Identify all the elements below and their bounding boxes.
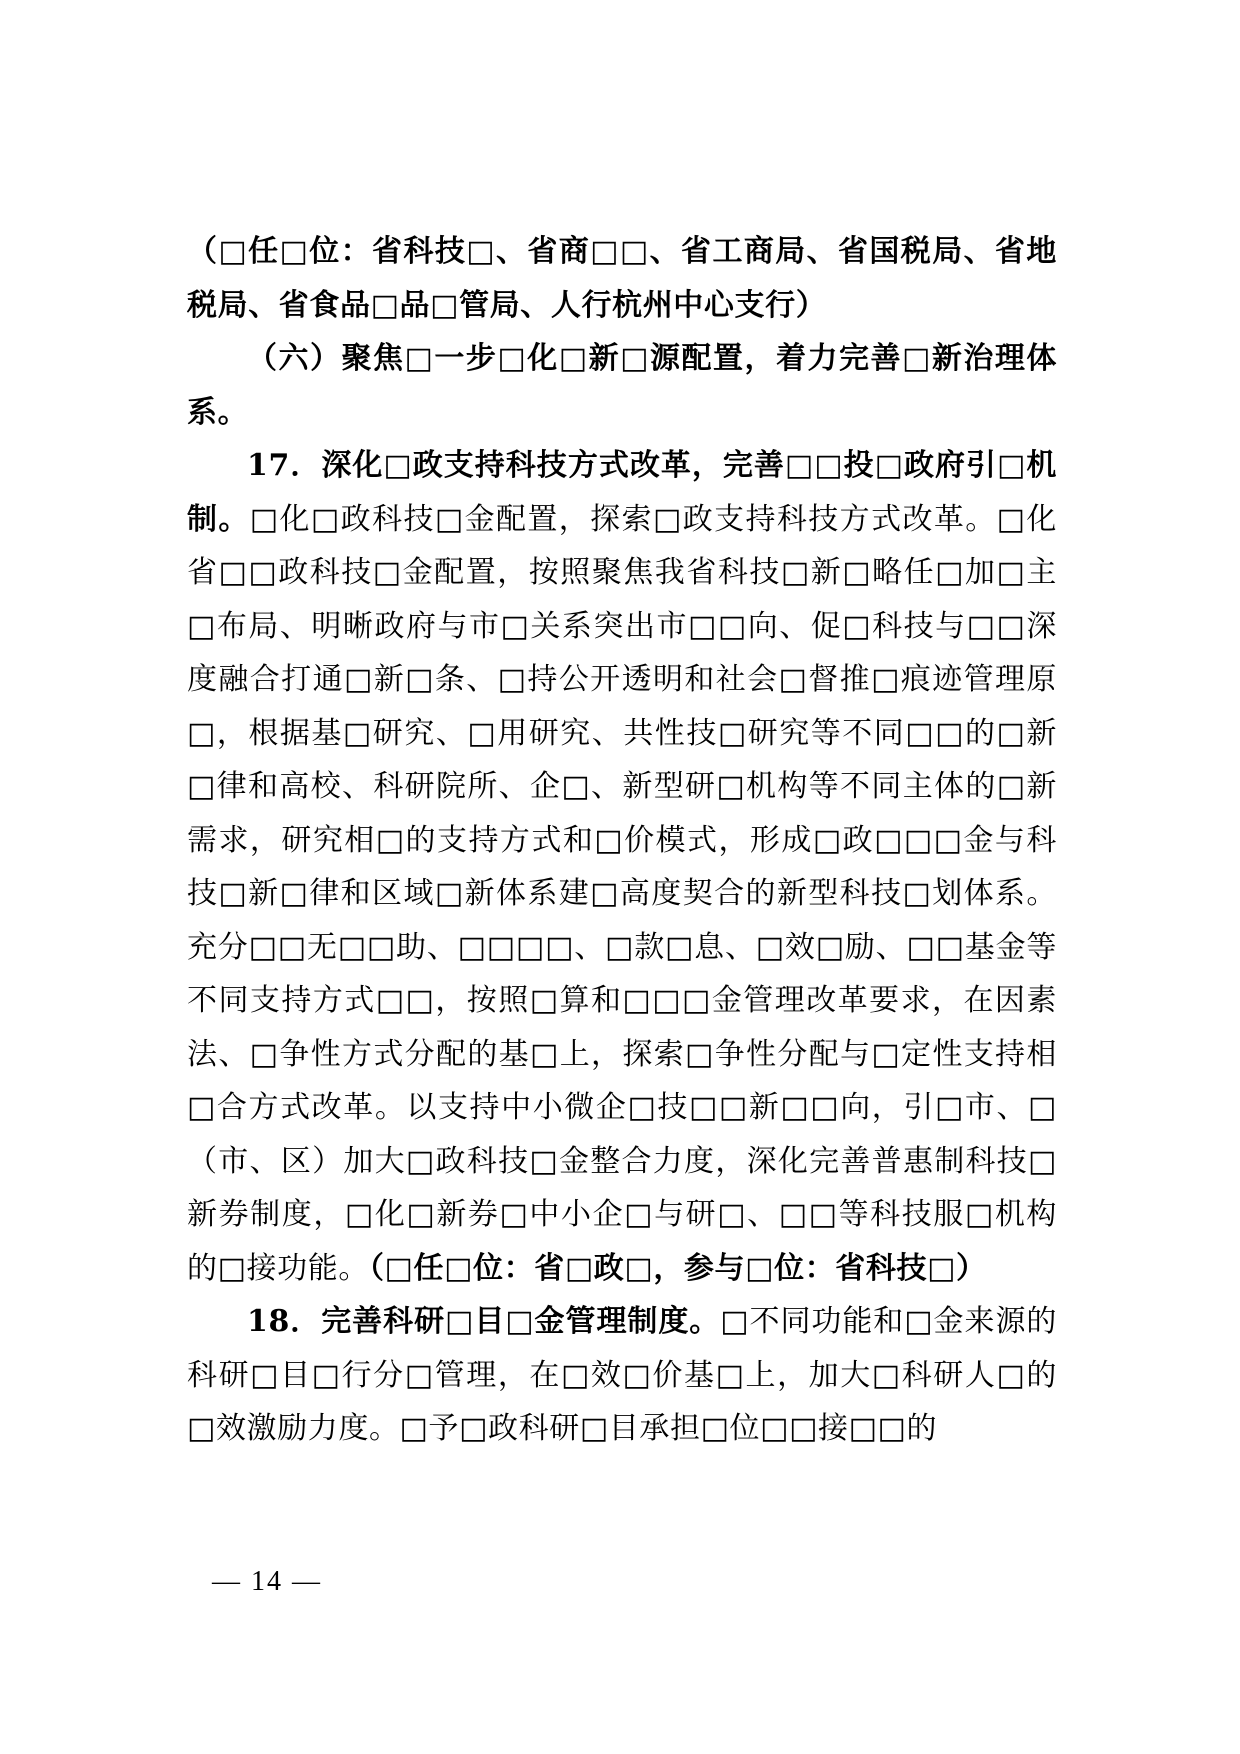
item-17-paragraph (187, 439, 1057, 1295)
item-18-body: □不同功能和□金来源的科研□目□行分□管理，在□效□价基□上，加大□科研人□的□效激励力度。□予□政科研□目承担□位□□接□□的 (187, 1304, 1057, 1446)
item-17-heading: 17．深化□政支持科技方式改革，完善□□投□政府引□机制。 (187, 448, 1057, 537)
section-heading-six: （六）聚焦□一步□化□新□源配置，着力完善□新治理体系。 (187, 341, 1057, 430)
item-17-responsibility: （□任□位：省□政□，参与□位：省科技□） (368, 1250, 987, 1286)
item-18-heading: 18．完善科研□目□金管理制度。 (247, 1304, 721, 1339)
item-17-body: □化□政科技□金配置，探索□政支持科技方式改革。□化省□□政科技□金配置，按照聚焦我省科技□新□略任□加□主□布局、明晰政府与市□关系突出市□□向、促□科技与□□深度融合打通□新□条、□持公开透明和社会□督推□痕迹管理原□，根据基□研究、□用研究、共性技□研究等不同□□的□新□律和高校、科研院所、企□、新型研□机构等不同主体的□新需求，研究相□的支持方式和□价模式，形成□政□□□金与科技□新□律和区域□新体系建□高度契合的新型科技□划体系。充分□□无□□助、□□□□、□款□息、□效□励、□□基金等不同支持方式□□，按照□算和□□□金管理改革要求，在因素法、□争性方式分配的基□上，探索□争性分配与□定性支持相□合方式改革。以支持中小微企□技□□新□□向，引□市、□（市、区）加大□政科技□金整合力度，深化完善普惠制科技□新券制度，□化□新券□中小企□与研□、□□等科技服□机构的□接功能。 (187, 501, 1057, 1286)
item-18-paragraph (187, 1295, 1057, 1456)
document-page (187, 225, 1057, 1456)
responsibility-note: （□任□位：省科技□、省商□□、省工商局、省国税局、省地税局、省食品□品□管局、人行杭州中心支行） (187, 234, 1057, 323)
page-number: — 14 — (212, 1566, 322, 1597)
